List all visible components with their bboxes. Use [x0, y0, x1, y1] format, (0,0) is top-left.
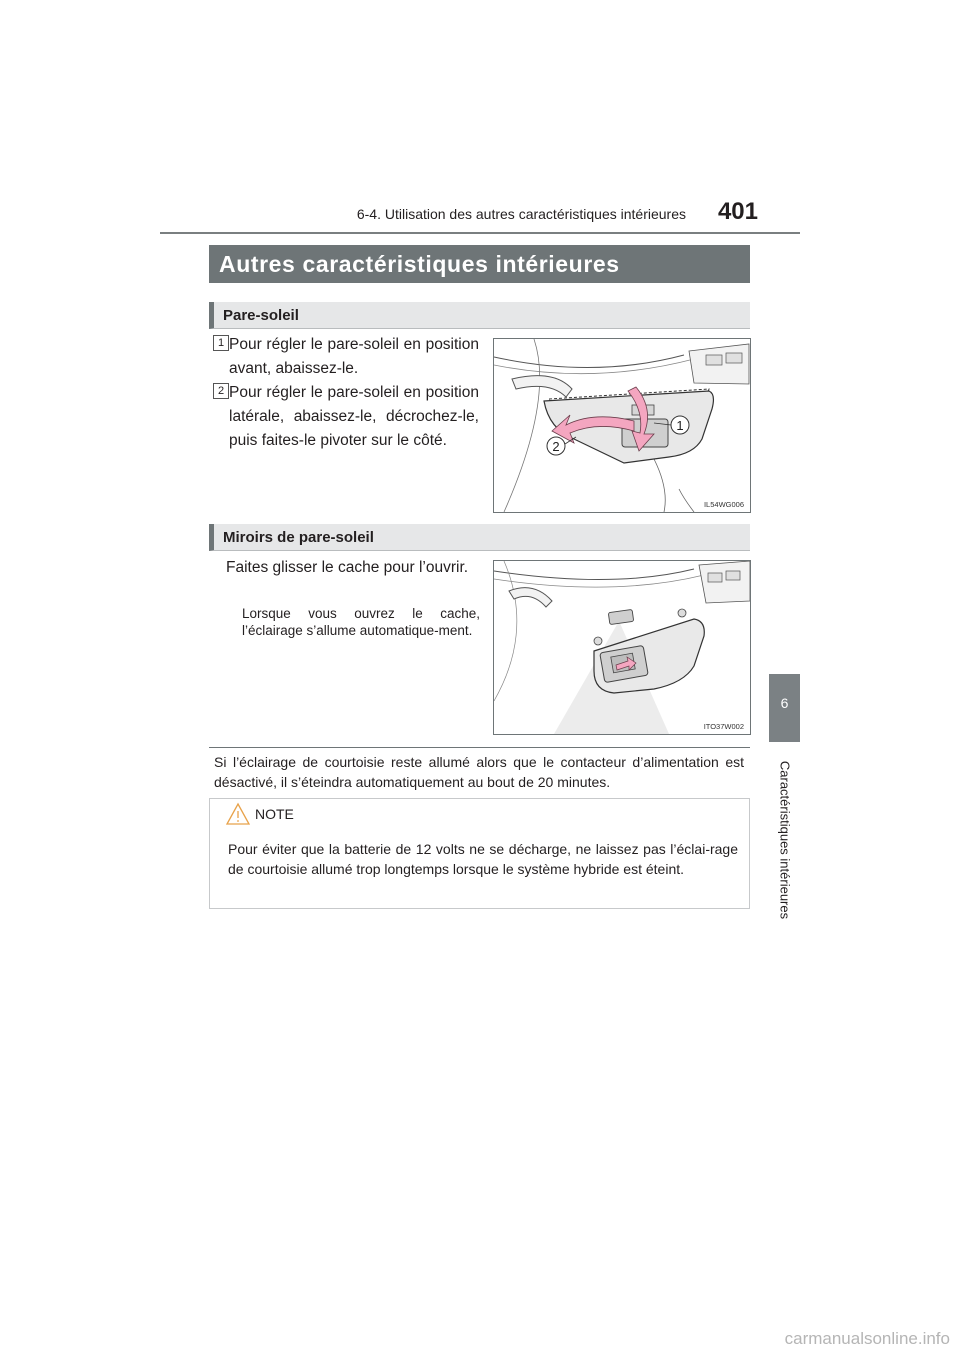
figure-code-2: ITO37W002 [703, 722, 744, 731]
subheading-miroirs: Miroirs de pare-soleil [209, 524, 750, 551]
step-text-2: Pour régler le pare-soleil en position latérale, abaissez-le, décrochez-le, puis faites-le pivoter sur le côté. [229, 384, 479, 449]
subheading-pare-soleil: Pare-soleil [209, 302, 750, 329]
header-rule [160, 232, 800, 234]
note-text: Pour éviter que la batterie de 12 volts ne se décharge, ne laissez pas l’éclai-rage de courtoisie allumé trop longtemps lorsque le système hybride est éteint. [228, 841, 738, 877]
callout-1: 1 [676, 418, 684, 433]
section-divider [209, 747, 750, 748]
vanity-mirror-illustration [493, 560, 751, 735]
step-2 [213, 381, 479, 453]
info-paragraph: Si l’éclairage de courtoisie reste allumé alors que le contacteur d’alimentation est désactivé, il s’éteindra automatiquement au bout de 20 minutes. [214, 754, 744, 790]
mirror-instruction: Faites glisser le cache pour l’ouvrir. [226, 559, 469, 576]
step-text-1: Pour régler le pare-soleil en position avant, abaissez-le. [229, 336, 479, 377]
step-number-1: 1 [213, 335, 229, 351]
figure-code-1: IL54WG006 [703, 500, 744, 509]
vanity-mirror-drawing [494, 561, 750, 734]
warning-icon [225, 802, 251, 826]
sun-visor-illustration [493, 338, 751, 513]
mirror-note: Lorsque vous ouvrez le cache, l’éclairage s’allume automatique-ment. [242, 606, 480, 638]
chapter-label [745, 760, 825, 920]
callout-2: 2 [552, 439, 560, 454]
step-number-2: 2 [213, 383, 229, 399]
chapter-tab: 6 [769, 674, 800, 742]
watermark: carmanualsonline.info [784, 1329, 950, 1348]
sun-visor-drawing [494, 339, 750, 512]
section-title: 6-4. Utilisation des autres caractéristiques intérieures [356, 206, 686, 222]
note-title: NOTE [255, 806, 294, 822]
chapter-label-text: Caractéristiques intérieures [777, 760, 793, 920]
main-title: Autres caractéristiques intérieures [209, 245, 750, 283]
step-1 [213, 333, 479, 381]
page-number: 401 [717, 198, 758, 225]
